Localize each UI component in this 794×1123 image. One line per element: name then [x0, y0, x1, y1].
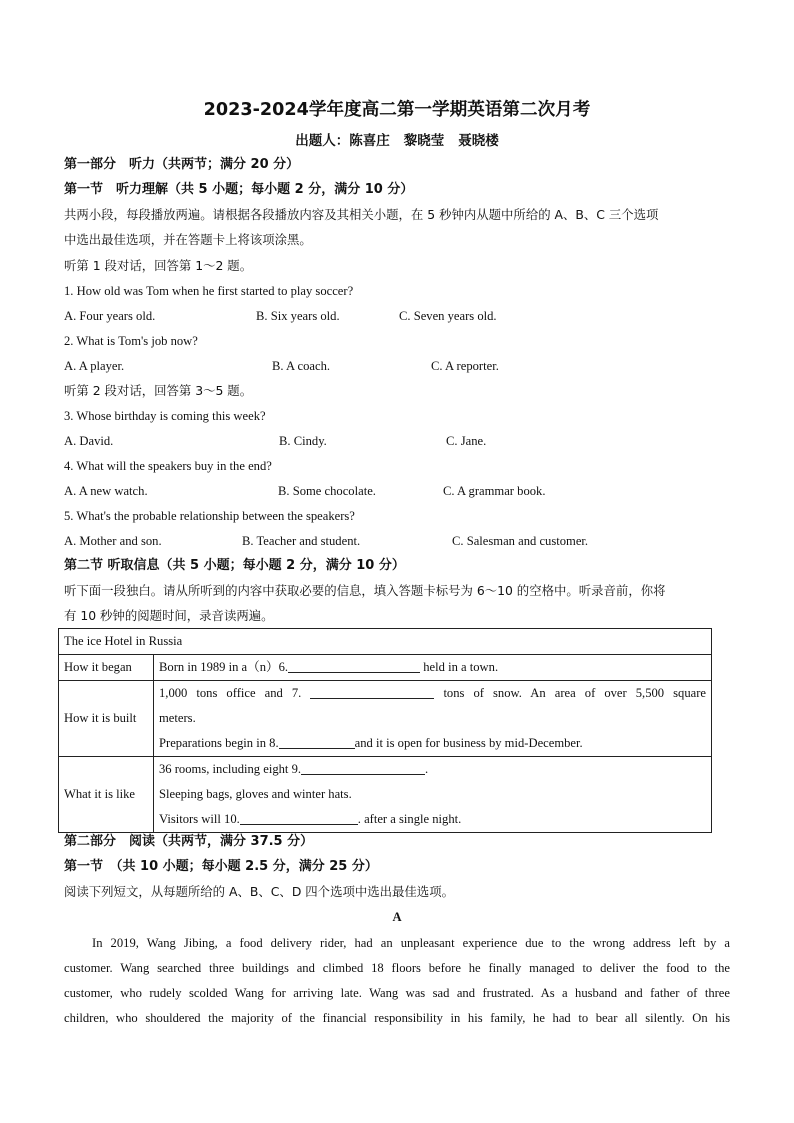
exam-title: 2023-2024学年度高二第一学期英语第二次月考 — [203, 100, 591, 120]
question-4: 4. What will the speakers buy in the end? — [64, 459, 272, 473]
question-1: 1. How old was Tom when he first started to play soccer? — [64, 284, 354, 298]
built-line-3 — [159, 731, 706, 756]
q4-option-b[interactable]: B. Some chocolate. — [278, 484, 376, 498]
part1-section2-heading: 第二节 听取信息（共 5 小题；每小题 2 分，满分 10 分） — [64, 558, 405, 573]
section2-instructions-1: 听下面一段独白。请从所听到的内容中获取必要的信息，填入答题卡标号为 6～10 的空格中。听录音前，你将 — [64, 583, 666, 598]
setter-2: 黎晓莹 — [403, 133, 445, 149]
built-line-1 — [159, 681, 706, 706]
q1-option-c[interactable]: C. Seven years old. — [399, 309, 497, 323]
part2-instructions: 阅读下列短文，从每题所给的 A、B、C、D 四个选项中选出最佳选项。 — [64, 884, 454, 899]
table-row — [59, 757, 712, 833]
blank-8-prefix: Preparations begin in 8. — [159, 736, 279, 750]
section2-instructions-2: 有 10 秒钟的阅题时间，录音读两遍。 — [64, 608, 274, 623]
q4-option-a[interactable]: A. A new watch. — [64, 484, 148, 498]
blank-10-prefix: Visitors will 10. — [159, 812, 240, 826]
question-2: 2. What is Tom's job now? — [64, 334, 198, 348]
q5-option-a[interactable]: A. Mother and son. — [64, 534, 162, 548]
q2-option-c[interactable]: C. A reporter. — [431, 359, 499, 373]
q1-option-a[interactable]: A. Four years old. — [64, 309, 156, 323]
answer-blank-9[interactable] — [301, 760, 425, 775]
blank-6-suffix: held in a town. — [420, 660, 499, 674]
q2-option-a[interactable]: A. A player. — [64, 359, 125, 373]
built-line-2: meters. — [159, 711, 196, 725]
blank-7-suffix: tons of snow. An area of over 5,500 square — [443, 686, 707, 700]
q1-option-b[interactable]: B. Six years old. — [256, 309, 340, 323]
ice-hotel-table — [58, 628, 712, 833]
passage-line-1: In 2019, Wang Jibing, a food delivery rider, had an unpleasant experience due to the wrong address left by a — [92, 936, 730, 950]
blank-6-prefix: Born in 1989 in a（n）6. — [159, 660, 289, 674]
row-label-like: What it is like — [59, 757, 154, 833]
answer-blank-10[interactable] — [240, 810, 358, 825]
passage-line-2: customer. Wang searched three buildings and climbed 18 floors before he finally managed to deliver the food to the — [64, 961, 730, 975]
part1-section1-heading: 第一节 听力理解（共 5 小题；每小题 2 分，满分 10 分） — [64, 182, 414, 197]
row-content-built — [154, 681, 712, 757]
blank-7-prefix: 1,000 tons office and 7. — [159, 686, 302, 700]
like-line-3 — [159, 807, 706, 832]
part2-section1-heading: 第一节 （共 10 小题；每小题 2.5 分，满分 25 分） — [64, 859, 378, 874]
setter-1: 出题人：陈喜庄 — [295, 133, 390, 149]
passage-label: A — [392, 910, 402, 924]
blank-9-prefix: 36 rooms, including eight 9. — [159, 762, 302, 776]
table-row — [59, 655, 712, 681]
passage-line-3: customer, who rudely scolded Wang for arriving late. Wang was sad and frustrated. As a husband and father of three — [64, 986, 730, 1000]
question-3: 3. Whose birthday is coming this week? — [64, 409, 266, 423]
row-content-like — [154, 757, 712, 833]
answer-blank-6[interactable] — [288, 658, 420, 673]
dialog1-intro: 听第 1 段对话，回答第 1～2 题。 — [64, 258, 253, 273]
answer-blank-8[interactable] — [279, 734, 355, 749]
table-title: The ice Hotel in Russia — [59, 629, 712, 655]
passage-line-4: children, who shouldered the majority of the financial responsibility in his family, he had to bear all silently. On his — [64, 1011, 730, 1025]
row-label-began: How it began — [59, 655, 154, 681]
q4-option-c[interactable]: C. A grammar book. — [443, 484, 546, 498]
q3-option-c[interactable]: C. Jane. — [446, 434, 487, 448]
q3-option-b[interactable]: B. Cindy. — [279, 434, 327, 448]
q3-option-a[interactable]: A. David. — [64, 434, 114, 448]
q5-option-b[interactable]: B. Teacher and student. — [242, 534, 361, 548]
part1-heading: 第一部分 听力（共两节；满分 20 分） — [64, 157, 300, 172]
blank-8-suffix: and it is open for business by mid-December. — [354, 736, 583, 750]
answer-blank-7[interactable] — [310, 684, 434, 699]
dialog2-intro: 听第 2 段对话，回答第 3～5 题。 — [64, 383, 253, 398]
table-title-row — [59, 629, 712, 655]
question-5: 5. What's the probable relationship between the speakers? — [64, 509, 355, 523]
blank-10-suffix: . after a single night. — [357, 812, 462, 826]
blank-9-suffix: . — [425, 762, 429, 776]
table-row — [59, 681, 712, 757]
row-content-began — [154, 655, 712, 681]
question-setters — [0, 132, 794, 150]
q2-option-b[interactable]: B. A coach. — [272, 359, 331, 373]
setter-3: 聂晓楼 — [458, 133, 499, 149]
q5-option-c[interactable]: C. Salesman and customer. — [452, 534, 589, 548]
section1-instructions-1: 共两小段，每段播放两遍。请根据各段播放内容及其相关小题，在 5 秒钟内从题中所给的 A、B、C 三个选项 — [64, 207, 659, 222]
section1-instructions-2: 中选出最佳选项，并在答题卡上将该项涂黑。 — [64, 232, 312, 247]
part2-heading: 第二部分 阅读（共两节，满分 37.5 分） — [64, 834, 314, 849]
row-label-built: How it is built — [59, 681, 154, 757]
like-line-1 — [159, 757, 706, 782]
like-line-2: Sleeping bags, gloves and winter hats. — [159, 787, 352, 801]
